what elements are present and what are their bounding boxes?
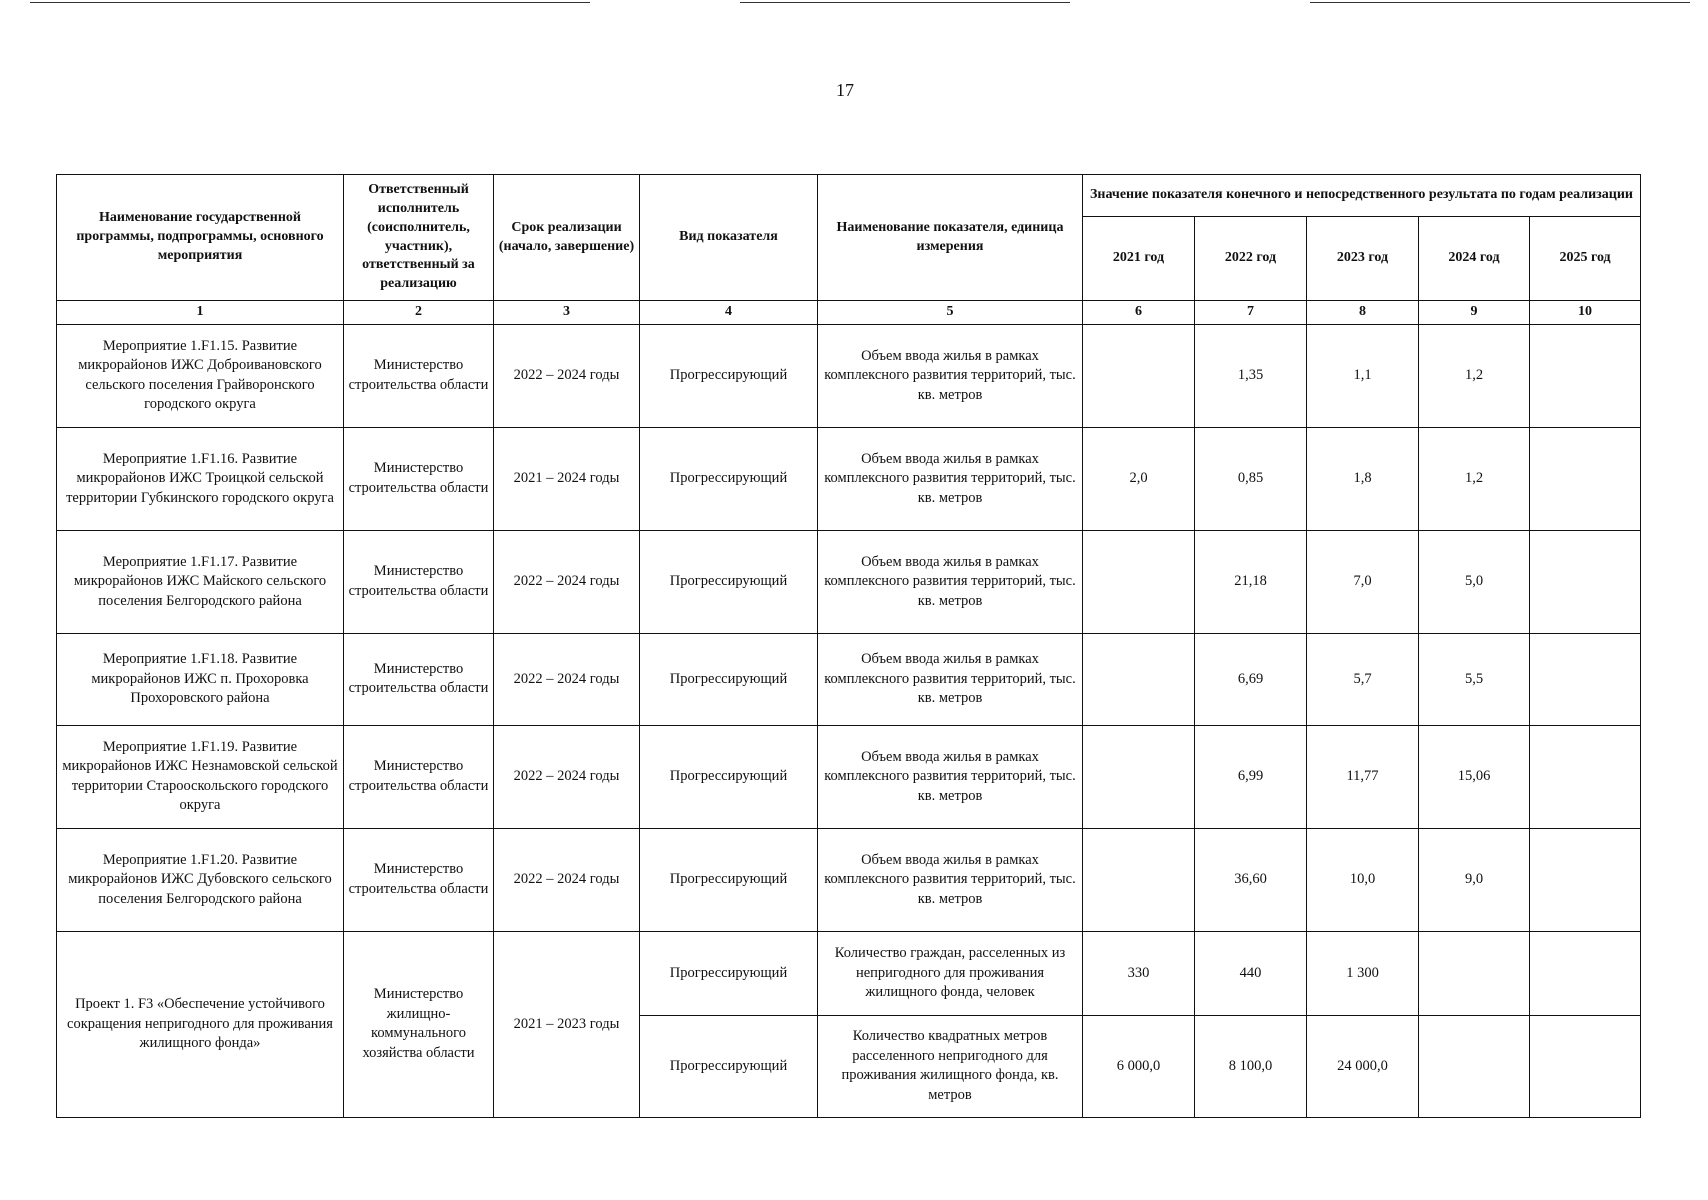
value-cell: 1,2	[1419, 427, 1530, 530]
value-cell: 0,85	[1195, 427, 1307, 530]
column-number: 8	[1307, 301, 1419, 325]
column-numbers-row	[57, 301, 1641, 325]
table-row	[57, 324, 1641, 427]
value-cell	[1530, 324, 1641, 427]
value-cell: 2,0	[1083, 427, 1195, 530]
value-cell: 8 100,0	[1195, 1015, 1307, 1117]
header-year: 2023 год	[1307, 217, 1419, 301]
value-cell	[1530, 427, 1641, 530]
column-number: 3	[494, 301, 640, 325]
table-row	[57, 530, 1641, 633]
header-period: Срок реализации (начало, завершение)	[494, 175, 640, 301]
header-row	[57, 175, 1641, 217]
program-cell: Мероприятие 1.F1.15. Развитие микрорайонов ИЖС Доброивановского сельского поселения Грайворонского городского округа	[57, 324, 344, 427]
indicator-name-cell: Объем ввода жилья в рамках комплексного развития территорий, тыс. кв. метров	[818, 324, 1083, 427]
value-cell: 6 000,0	[1083, 1015, 1195, 1117]
page-number: 17	[836, 80, 854, 100]
indicator-type-cell: Прогрессирующий	[640, 725, 818, 828]
executor-cell: Министерство строительства области	[344, 530, 494, 633]
column-number: 6	[1083, 301, 1195, 325]
header-executor: Ответственный исполнитель (соисполнитель, участник), ответственный за реализацию	[344, 175, 494, 301]
column-number: 4	[640, 301, 818, 325]
value-cell: 7,0	[1307, 530, 1419, 633]
value-cell: 5,0	[1419, 530, 1530, 633]
value-cell	[1530, 931, 1641, 1015]
header-year: 2021 год	[1083, 217, 1195, 301]
period-cell: 2022 – 2024 годы	[494, 530, 640, 633]
executor-cell: Министерство строительства области	[344, 725, 494, 828]
table-row	[57, 725, 1641, 828]
value-cell: 21,18	[1195, 530, 1307, 633]
indicator-type-cell: Прогрессирующий	[640, 931, 818, 1015]
value-cell: 9,0	[1419, 828, 1530, 931]
header-indicator-name: Наименование показателя, единица измерения	[818, 175, 1083, 301]
executor-cell: Министерство строительства области	[344, 633, 494, 725]
program-cell: Мероприятие 1.F1.20. Развитие микрорайонов ИЖС Дубовского сельского поселения Белгородского района	[57, 828, 344, 931]
indicator-name-cell: Объем ввода жилья в рамках комплексного развития территорий, тыс. кв. метров	[818, 427, 1083, 530]
executor-cell: Министерство жилищно-коммунального хозяйства области	[344, 931, 494, 1117]
value-cell	[1419, 1015, 1530, 1117]
value-cell: 15,06	[1419, 725, 1530, 828]
value-cell: 24 000,0	[1307, 1015, 1419, 1117]
value-cell: 330	[1083, 931, 1195, 1015]
value-cell: 5,7	[1307, 633, 1419, 725]
value-cell: 1,35	[1195, 324, 1307, 427]
indicator-type-cell: Прогрессирующий	[640, 324, 818, 427]
indicator-type-cell: Прогрессирующий	[640, 633, 818, 725]
table-row	[57, 828, 1641, 931]
period-cell: 2022 – 2024 годы	[494, 324, 640, 427]
indicator-name-cell: Объем ввода жилья в рамках комплексного развития территорий, тыс. кв. метров	[818, 633, 1083, 725]
scan-edge-line	[740, 2, 1070, 3]
header-indicator-type: Вид показателя	[640, 175, 818, 301]
value-cell: 1,8	[1307, 427, 1419, 530]
header-program: Наименование государственной программы, подпрограммы, основного мероприятия	[57, 175, 344, 301]
value-cell: 6,99	[1195, 725, 1307, 828]
value-cell: 5,5	[1419, 633, 1530, 725]
table-row	[57, 633, 1641, 725]
value-cell: 10,0	[1307, 828, 1419, 931]
value-cell	[1083, 530, 1195, 633]
indicator-name-cell: Объем ввода жилья в рамках комплексного развития территорий, тыс. кв. метров	[818, 725, 1083, 828]
value-cell	[1083, 725, 1195, 828]
period-cell: 2022 – 2024 годы	[494, 725, 640, 828]
indicator-type-cell: Прогрессирующий	[640, 530, 818, 633]
value-cell	[1083, 633, 1195, 725]
header-year: 2024 год	[1419, 217, 1530, 301]
indicator-name-cell: Объем ввода жилья в рамках комплексного развития территорий, тыс. кв. метров	[818, 828, 1083, 931]
value-cell: 1 300	[1307, 931, 1419, 1015]
program-cell: Мероприятие 1.F1.18. Развитие микрорайонов ИЖС п. Прохоровка Прохоровского района	[57, 633, 344, 725]
value-cell: 440	[1195, 931, 1307, 1015]
program-cell: Мероприятие 1.F1.19. Развитие микрорайонов ИЖС Незнамовской сельской территории Старооскольского городского округа	[57, 725, 344, 828]
value-cell	[1530, 828, 1641, 931]
executor-cell: Министерство строительства области	[344, 324, 494, 427]
value-cell	[1083, 828, 1195, 931]
indicator-type-cell: Прогрессирующий	[640, 1015, 818, 1117]
value-cell: 11,77	[1307, 725, 1419, 828]
indicator-name-cell: Количество квадратных метров расселенного непригодного для проживания жилищного фонда, кв. метров	[818, 1015, 1083, 1117]
value-cell	[1419, 931, 1530, 1015]
executor-cell: Министерство строительства области	[344, 427, 494, 530]
column-number: 5	[818, 301, 1083, 325]
value-cell	[1530, 1015, 1641, 1117]
column-number: 2	[344, 301, 494, 325]
table-row	[57, 427, 1641, 530]
value-cell	[1530, 633, 1641, 725]
indicator-type-cell: Прогрессирующий	[640, 427, 818, 530]
header-year: 2025 год	[1530, 217, 1641, 301]
period-cell: 2022 – 2024 годы	[494, 633, 640, 725]
column-number: 7	[1195, 301, 1307, 325]
column-number: 9	[1419, 301, 1530, 325]
column-number: 1	[57, 301, 344, 325]
executor-cell: Министерство строительства области	[344, 828, 494, 931]
indicator-type-cell: Прогрессирующий	[640, 828, 818, 931]
program-cell: Мероприятие 1.F1.16. Развитие микрорайонов ИЖС Троицкой сельской территории Губкинского городского округа	[57, 427, 344, 530]
period-cell: 2021 – 2024 годы	[494, 427, 640, 530]
value-cell	[1530, 725, 1641, 828]
program-cell: Мероприятие 1.F1.17. Развитие микрорайонов ИЖС Майского сельского поселения Белгородского района	[57, 530, 344, 633]
period-cell: 2022 – 2024 годы	[494, 828, 640, 931]
value-cell	[1083, 324, 1195, 427]
indicators-table	[56, 174, 1641, 1118]
program-cell: Проект 1. F3 «Обеспечение устойчивого сокращения непригодного для проживания жилищного фонда»	[57, 931, 344, 1117]
value-cell	[1530, 530, 1641, 633]
header-values-group: Значение показателя конечного и непосредственного результата по годам реализации	[1083, 175, 1641, 217]
table-row	[57, 931, 1641, 1015]
header-year: 2022 год	[1195, 217, 1307, 301]
value-cell: 1,1	[1307, 324, 1419, 427]
value-cell: 6,69	[1195, 633, 1307, 725]
indicator-name-cell: Количество граждан, расселенных из непригодного для проживания жилищного фонда, человек	[818, 931, 1083, 1015]
value-cell: 36,60	[1195, 828, 1307, 931]
scan-edge-line	[30, 2, 590, 3]
period-cell: 2021 – 2023 годы	[494, 931, 640, 1117]
value-cell: 1,2	[1419, 324, 1530, 427]
column-number: 10	[1530, 301, 1641, 325]
scan-edge-line	[1310, 2, 1690, 3]
indicator-name-cell: Объем ввода жилья в рамках комплексного развития территорий, тыс. кв. метров	[818, 530, 1083, 633]
